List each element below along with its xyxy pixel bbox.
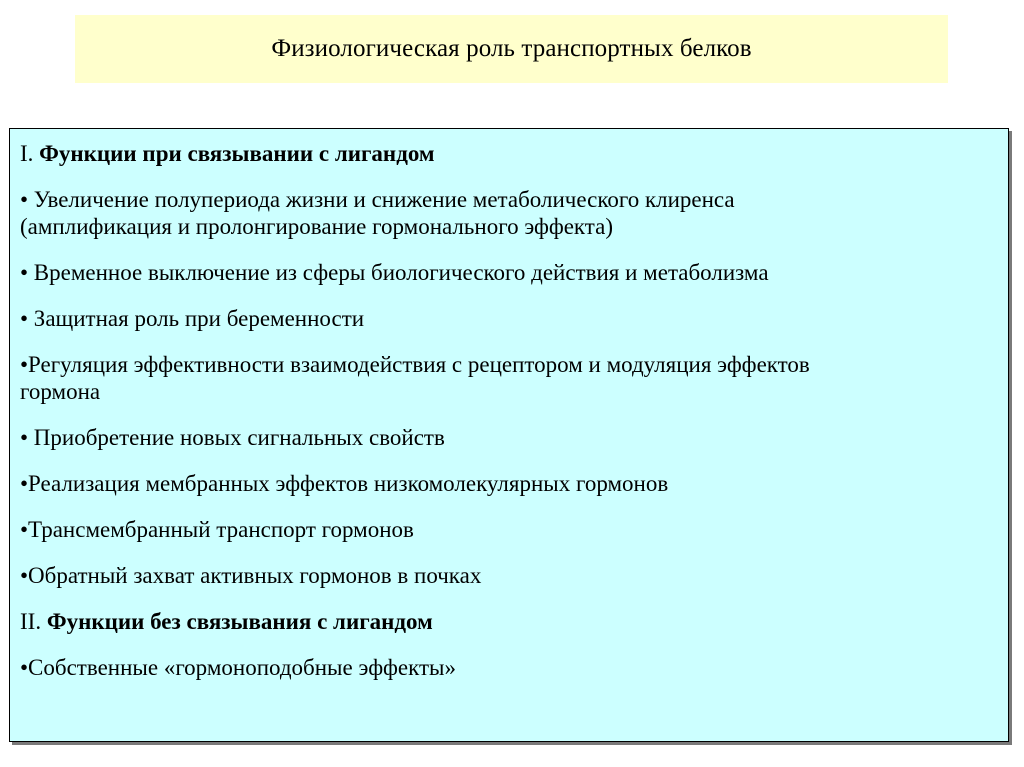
- section-1-title: Функции при связывании с лигандом: [39, 141, 435, 166]
- list-item: •Обратный захват активных гормонов в почках: [20, 563, 482, 588]
- list-item: • Временное выключение из сферы биологического действия и метаболизма: [20, 260, 769, 285]
- list-item: •Трансмембранный транспорт гормонов: [20, 517, 414, 542]
- list-item-continuation: (амплификация и пролонгирование гормонального эффекта): [20, 214, 614, 239]
- list-item: •Регуляция эффективности взаимодействия с рецептором и модуляция эффектов: [20, 352, 810, 377]
- list-item: • Защитная роль при беременности: [20, 306, 365, 331]
- title-banner: [75, 15, 948, 83]
- section-2-title: Функции без связывания с лигандом: [46, 609, 433, 634]
- slide-title: Физиологическая роль транспортных белков: [271, 35, 752, 62]
- list-item: •Реализация мембранных эффектов низкомолекулярных гормонов: [20, 471, 669, 496]
- list-item: • Увеличение полупериода жизни и снижение метаболического клиренса: [20, 187, 735, 212]
- content-panel: [9, 128, 1009, 742]
- section-1-number: I.: [20, 141, 40, 166]
- section-2-number: II.: [20, 609, 47, 634]
- list-item: •Собственные «гормоноподобные эффекты»: [20, 655, 456, 680]
- section-2-heading: [20, 608, 996, 635]
- section-1-heading: [20, 140, 996, 167]
- list-item-continuation: гормона: [20, 379, 101, 404]
- list-item: • Приобретение новых сигнальных свойств: [20, 425, 445, 450]
